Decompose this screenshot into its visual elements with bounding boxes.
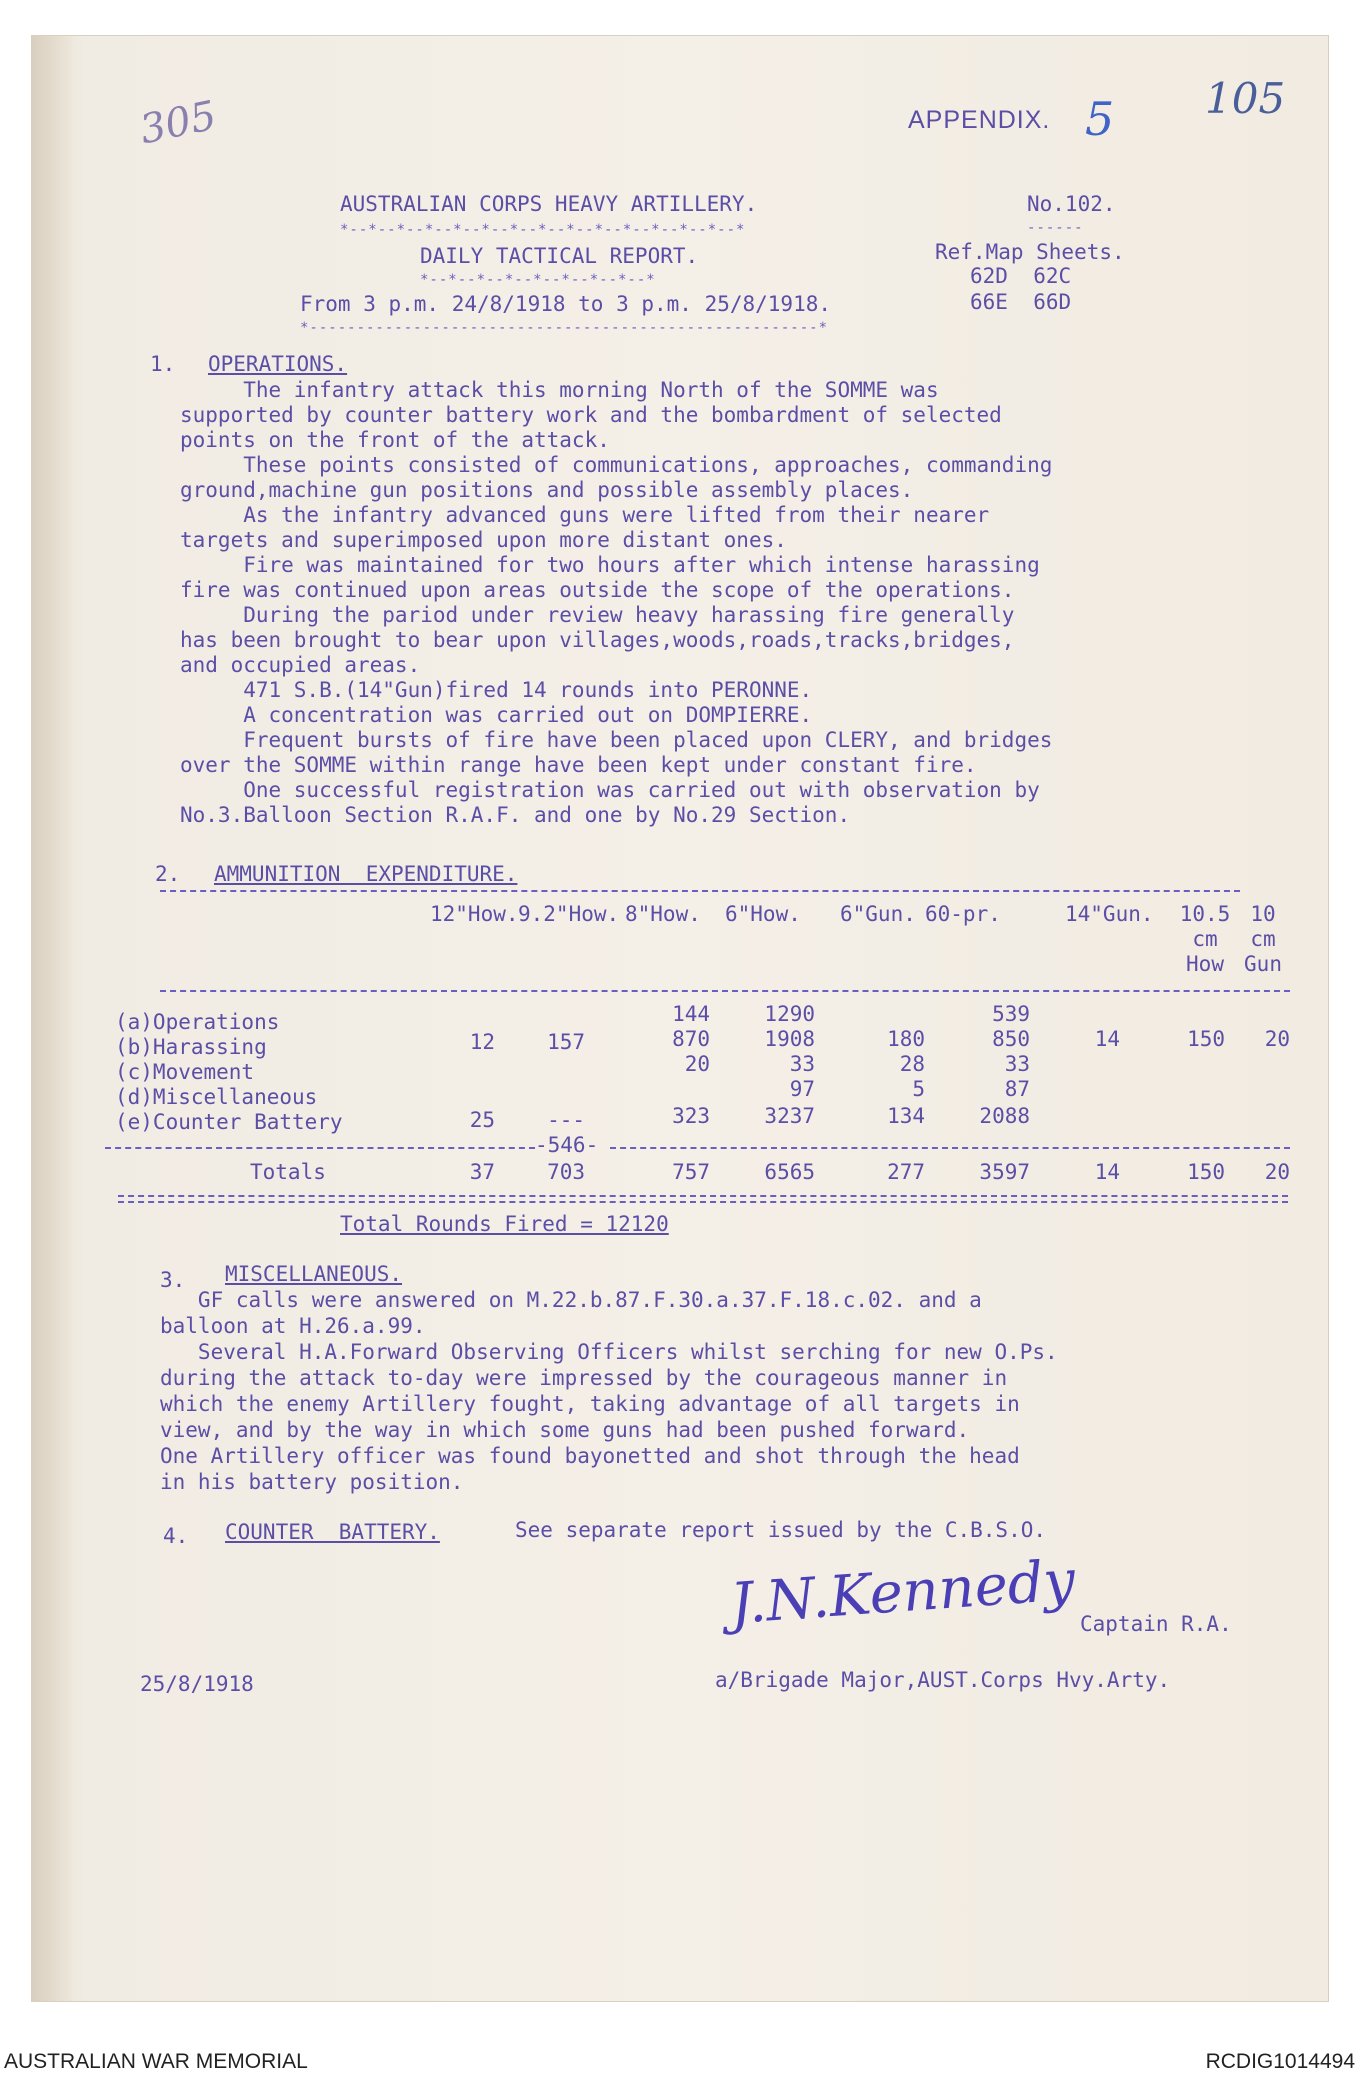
report-number-rule: ------: [1027, 220, 1084, 236]
total-cell: 14: [1094, 1160, 1120, 1184]
table-cell: 25: [469, 1108, 495, 1132]
table-cell: 1908: [764, 1027, 815, 1051]
column-header: 10 cm Gun: [1244, 902, 1282, 976]
archive-credit: AUSTRALIAN WAR MEMORIAL: [4, 2050, 308, 2073]
subtotal-note: -546-: [535, 1133, 599, 1157]
text-line: A concentration was carried out on DOMPIERRE.: [180, 703, 813, 727]
table-cell: 2088: [979, 1104, 1030, 1128]
double-rule: [118, 1195, 1288, 1203]
table-cell: 134: [887, 1104, 925, 1128]
signature: J.N.Kennedy: [728, 1548, 1078, 1637]
text-line: 471 S.B.(14"Gun)fired 14 rounds into PERONNE.: [180, 678, 813, 702]
table-cell: 539: [992, 1002, 1030, 1026]
report-period: From 3 p.m. 24/8/1918 to 3 p.m. 25/8/1918.: [300, 292, 832, 316]
appendix-label: APPENDIX.: [908, 106, 1051, 134]
table-rule: [105, 1147, 535, 1149]
table-cell: 144: [672, 1002, 710, 1026]
table-cell: 87: [1004, 1077, 1030, 1101]
section-number: 3.: [160, 1268, 186, 1292]
text-line: Fire was maintained for two hours after which intense harassing: [180, 553, 1040, 577]
report-date: 25/8/1918: [140, 1672, 254, 1696]
period-rule: *------------------------------------------------------*: [300, 320, 829, 336]
text-line: targets and superimposed upon more distant ones.: [180, 528, 787, 552]
miscellaneous-heading: MISCELLANEOUS.: [225, 1262, 403, 1286]
appendix-number: 5: [1085, 92, 1115, 146]
operations-heading: OPERATIONS.: [208, 352, 348, 376]
table-cell: 20: [1264, 1027, 1290, 1051]
column-header: 60-pr.: [925, 902, 1001, 926]
table-cell: 850: [992, 1027, 1030, 1051]
signatory-rank: Captain R.A.: [1080, 1612, 1232, 1636]
text-line: which the enemy Artillery fought, taking advantage of all targets in: [160, 1392, 1020, 1416]
total-cell: 37: [469, 1160, 495, 1184]
text-line: One Artillery officer was found bayonetted and shot through the head: [160, 1444, 1020, 1468]
table-cell: 157: [547, 1030, 585, 1054]
table-cell: 12: [469, 1030, 495, 1054]
text-line: fire was continued upon areas outside the scope of the operations.: [180, 578, 1015, 602]
star-rule: *--*--*--*--*--*--*--*--*--*--*--*--*--*--*: [340, 222, 746, 238]
column-header: 12"How.: [430, 902, 519, 926]
text-line: balloon at H.26.a.99.: [160, 1314, 426, 1338]
table-rule: [160, 890, 1240, 892]
text-line: Frequent bursts of fire have been placed upon CLERY, and bridges: [180, 728, 1053, 752]
table-cell: 33: [1004, 1052, 1030, 1076]
column-header: 6"How.: [725, 902, 801, 926]
total-cell: 277: [887, 1160, 925, 1184]
map-reference: Ref.Map Sheets.: [935, 240, 1125, 264]
report-title: DAILY TACTICAL REPORT.: [420, 244, 699, 268]
text-line: Several H.A.Forward Observing Officers whilst serching for new O.Ps.: [160, 1340, 1058, 1364]
text-line: in his battery position.: [160, 1470, 464, 1494]
column-header: 14"Gun.: [1065, 902, 1154, 926]
section-number: 4.: [163, 1524, 189, 1548]
text-line: As the infantry advanced guns were lifted from their nearer: [180, 503, 990, 527]
signatory-role: a/Brigade Major,AUST.Corps Hvy.Arty.: [715, 1668, 1171, 1692]
table-cell: 97: [789, 1077, 815, 1101]
text-line: One successful registration was carried out with observation by: [180, 778, 1040, 802]
table-cell: ---: [547, 1108, 585, 1132]
row-label: (e)Counter Battery: [115, 1110, 343, 1134]
text-line: points on the front of the attack.: [180, 428, 610, 452]
column-header: 6"Gun.: [840, 902, 916, 926]
total-cell: 20: [1264, 1160, 1290, 1184]
ammunition-heading: AMMUNITION EXPENDITURE.: [214, 862, 518, 886]
counter-battery-text: See separate report issued by the C.B.S.O.: [515, 1518, 1047, 1542]
report-number: No.102.: [1027, 192, 1116, 216]
column-header: 8"How.: [625, 902, 701, 926]
total-cell: 3597: [979, 1160, 1030, 1184]
table-cell: 5: [912, 1077, 925, 1101]
table-cell: 180: [887, 1027, 925, 1051]
total-cell: 703: [547, 1160, 585, 1184]
text-line: These points consisted of communications, approaches, commanding: [180, 453, 1053, 477]
section-number: 2.: [155, 862, 181, 886]
row-label: (b)Harassing: [115, 1035, 267, 1059]
total-cell: 6565: [764, 1160, 815, 1184]
column-header: 10.5 cm How: [1179, 902, 1231, 976]
total-rounds-fired: Total Rounds Fired = 12120: [340, 1212, 669, 1236]
text-line: over the SOMME within range have been kept under constant fire.: [180, 753, 977, 777]
page-number: 105: [1205, 74, 1286, 123]
table-rule: [160, 990, 1290, 992]
total-cell: 150: [1187, 1160, 1225, 1184]
text-line: supported by counter battery work and the bombardment of selected: [180, 403, 1002, 427]
table-cell: 28: [899, 1052, 925, 1076]
table-cell: 1290: [764, 1002, 815, 1026]
text-line: During the pariod under review heavy harassing fire generally: [180, 603, 1015, 627]
row-label: (a)Operations: [115, 1010, 280, 1034]
section-number: 1.: [150, 352, 176, 376]
text-line: No.3.Balloon Section R.A.F. and one by No.29 Section.: [180, 803, 851, 827]
table-cell: 323: [672, 1104, 710, 1128]
text-line: The infantry attack this morning North of the SOMME was: [180, 378, 939, 402]
table-rule: [610, 1147, 1290, 1149]
map-sheets-row1: 62D 62C: [970, 264, 1072, 288]
row-label: (d)Miscellaneous: [115, 1085, 318, 1109]
totals-label: Totals: [250, 1160, 326, 1184]
table-cell: 14: [1094, 1027, 1120, 1051]
table-cell: 3237: [764, 1104, 815, 1128]
text-line: during the attack to-day were impressed by the courageous manner in: [160, 1366, 1008, 1390]
text-line: and occupied areas.: [180, 653, 421, 677]
table-cell: 20: [684, 1052, 710, 1076]
table-cell: 33: [789, 1052, 815, 1076]
table-cell: 150: [1187, 1027, 1225, 1051]
column-header: 9.2"How.: [518, 902, 620, 926]
archive-reference: RCDIG1014494: [1205, 2050, 1355, 2073]
text-line: GF calls were answered on M.22.b.87.F.30.a.37.F.18.c.02. and a: [160, 1288, 982, 1312]
total-cell: 757: [672, 1160, 710, 1184]
text-line: view, and by the way in which some guns had been pushed forward.: [160, 1418, 970, 1442]
text-line: ground,machine gun positions and possible assembly places.: [180, 478, 914, 502]
star-rule-2: *--*--*--*--*--*--*--*--*: [420, 272, 656, 288]
counter-battery-heading: COUNTER BATTERY.: [225, 1520, 440, 1544]
map-sheets-row2: 66E 66D: [970, 290, 1072, 314]
unit-title: AUSTRALIAN CORPS HEAVY ARTILLERY.: [340, 192, 758, 216]
text-line: has been brought to bear upon villages,woods,roads,tracks,bridges,: [180, 628, 1015, 652]
row-label: (c)Movement: [115, 1060, 255, 1084]
table-cell: 870: [672, 1027, 710, 1051]
corner-note: 305: [136, 92, 221, 154]
